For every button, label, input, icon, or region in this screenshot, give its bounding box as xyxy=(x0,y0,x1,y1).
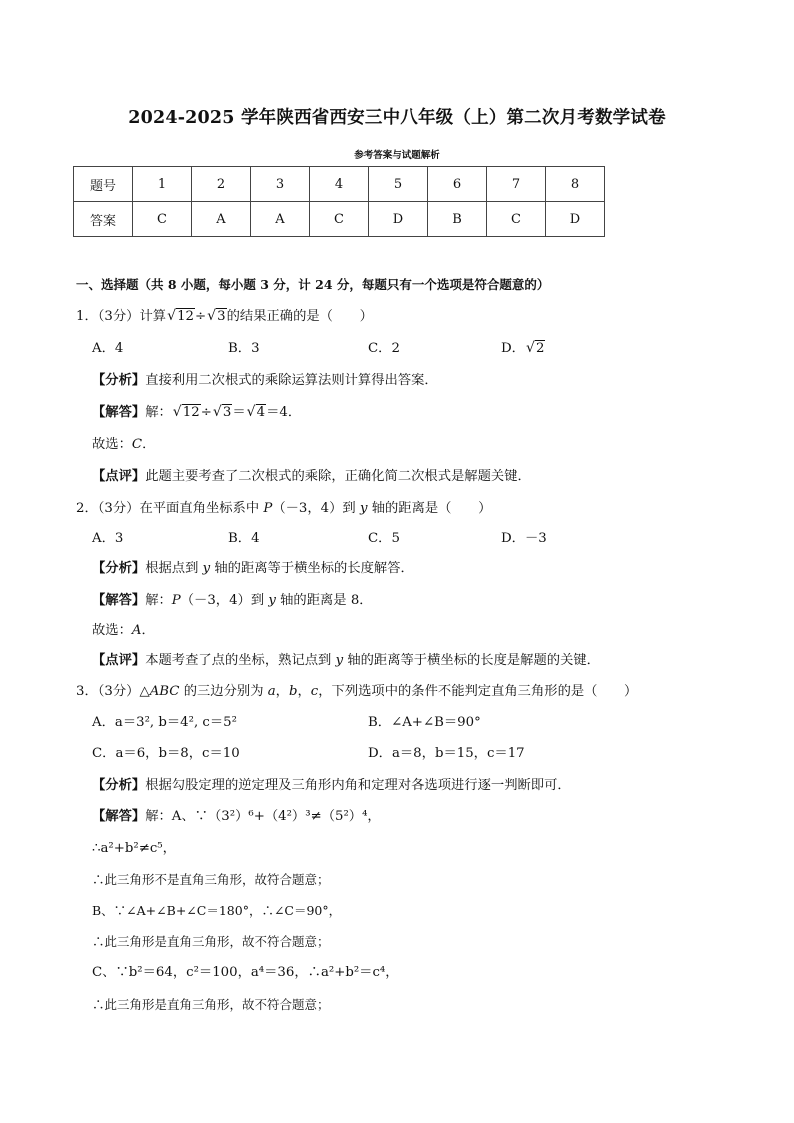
section-heading: 一、选择题（共 8 小题，每小题 3 分，计 24 分，每题只有一个选项是符合题意的） xyxy=(76,277,550,292)
operator: ÷ xyxy=(194,309,207,324)
option-b: B．∠A+∠B＝90° xyxy=(368,715,481,730)
solution-line: ∴此三角形是直角三角形，故不符合题意； xyxy=(92,997,330,1012)
answer-choice: 故选：C． xyxy=(92,437,156,452)
analysis-tag: 【分析】 xyxy=(92,373,146,388)
page-title: 2024-2025 学年陕西省西安三中八年级（上）第二次月考数学试卷 xyxy=(128,108,666,128)
analysis: 【分析】根据点到 y 轴的距离等于横坐标的长度解答． xyxy=(92,561,414,576)
table-cell: A xyxy=(192,202,251,237)
table-cell: 1 xyxy=(133,167,192,202)
answer-choice: 故选：A． xyxy=(92,623,155,638)
solution-line: ∴a²+b²≠c⁵， xyxy=(92,841,176,856)
option-c: C．a＝6，b＝8，c＝10 xyxy=(92,746,240,761)
table-cell: 8 xyxy=(546,167,605,202)
answer-table xyxy=(73,166,605,237)
table-header-cell: 题号 xyxy=(74,167,133,202)
table-cell: 3 xyxy=(251,167,310,202)
option-c: C．5 xyxy=(368,531,400,546)
question-2-stem: 2．（3分）在平面直角坐标系中 P（－3，4）到 y 轴的距离是（ ） xyxy=(76,501,492,516)
solution-line: C、∵b²＝64，c²＝100，a⁴＝36，∴a²+b²＝c⁴， xyxy=(92,965,399,980)
sqrt-expression: √ 3 xyxy=(207,308,226,326)
comment: 【点评】本题考查了点的坐标，熟记点到 y 轴的距离等于横坐标的长度是解题的关键． xyxy=(92,653,600,668)
solution-tag: 【解答】 xyxy=(92,593,146,608)
table-cell: 6 xyxy=(428,167,487,202)
question-1-stem xyxy=(76,308,373,326)
option-d: D．－3 xyxy=(501,531,547,546)
comment-tag: 【点评】 xyxy=(92,469,146,484)
solution-tag: 【解答】 xyxy=(92,405,146,420)
question-text: 的结果正确的是（ ） xyxy=(226,309,373,324)
table-cell: 7 xyxy=(487,167,546,202)
comment: 【点评】此题主要考查了二次根式的乘除，正确化简二次根式是解题关键． xyxy=(92,469,531,484)
question-3-stem: 3．（3分）△ABC 的三边分别为 a，b，c，下列选项中的条件不能判定直角三角形的是（ ） xyxy=(76,684,638,699)
table-cell: A xyxy=(251,202,310,237)
solution: 【解答】解：√ 12÷√ 3＝√ 4＝4． xyxy=(92,404,301,422)
table-cell: B xyxy=(428,202,487,237)
option-a: A．a＝3², b＝4², c＝5² xyxy=(92,715,237,730)
question-text: 1．（3分）计算 xyxy=(76,309,167,324)
sqrt-expression: √ 12 xyxy=(167,308,195,326)
table-row xyxy=(74,167,605,202)
table-cell: D xyxy=(546,202,605,237)
solution: 【解答】解：A、∵（3²）⁶+（4²）³≠（5²）⁴， xyxy=(92,809,381,824)
table-cell: 5 xyxy=(369,167,428,202)
table-cell: C xyxy=(487,202,546,237)
table-cell: 4 xyxy=(310,167,369,202)
table-cell: C xyxy=(310,202,369,237)
analysis: 【分析】根据勾股定理的逆定理及三角形内角和定理对各选项进行逐一判断即可． xyxy=(92,778,571,793)
sqrt-expression: √ 3 xyxy=(213,404,232,422)
option-a: A．4 xyxy=(92,341,124,356)
solution: 【解答】解：P（－3，4）到 y 轴的距离是 8． xyxy=(92,593,373,608)
option-b: B．3 xyxy=(228,341,260,356)
solution-line: ∴此三角形是直角三角形，故不符合题意； xyxy=(92,934,330,949)
sqrt-expression: √ 2 xyxy=(526,340,545,358)
table-row xyxy=(74,202,605,237)
solution-line: B、∵∠A+∠B+∠C＝180°，∴∠C＝90°， xyxy=(92,903,342,918)
option-c: C．2 xyxy=(368,341,400,356)
table-cell: 2 xyxy=(192,167,251,202)
analysis: 【分析】直接利用二次根式的乘除运算法则计算得出答案． xyxy=(92,373,438,388)
table-header-cell: 答案 xyxy=(74,202,133,237)
analysis-tag: 【分析】 xyxy=(92,778,146,793)
option-d: D．a＝8，b＝15，c＝17 xyxy=(368,746,525,761)
table-cell: C xyxy=(133,202,192,237)
table-cell: D xyxy=(369,202,428,237)
option-b: B．4 xyxy=(228,531,260,546)
sqrt-expression: √ 12 xyxy=(173,404,201,422)
comment-tag: 【点评】 xyxy=(92,653,146,668)
option-a: A．3 xyxy=(92,531,124,546)
solution-tag: 【解答】 xyxy=(92,809,146,824)
analysis-tag: 【分析】 xyxy=(92,561,146,576)
solution-line: ∴此三角形不是直角三角形，故符合题意； xyxy=(92,872,330,887)
page-subtitle: 参考答案与试题解析 xyxy=(354,150,440,161)
sqrt-expression: √ 4 xyxy=(247,404,266,422)
option-d: D．√ 2 xyxy=(501,340,545,358)
